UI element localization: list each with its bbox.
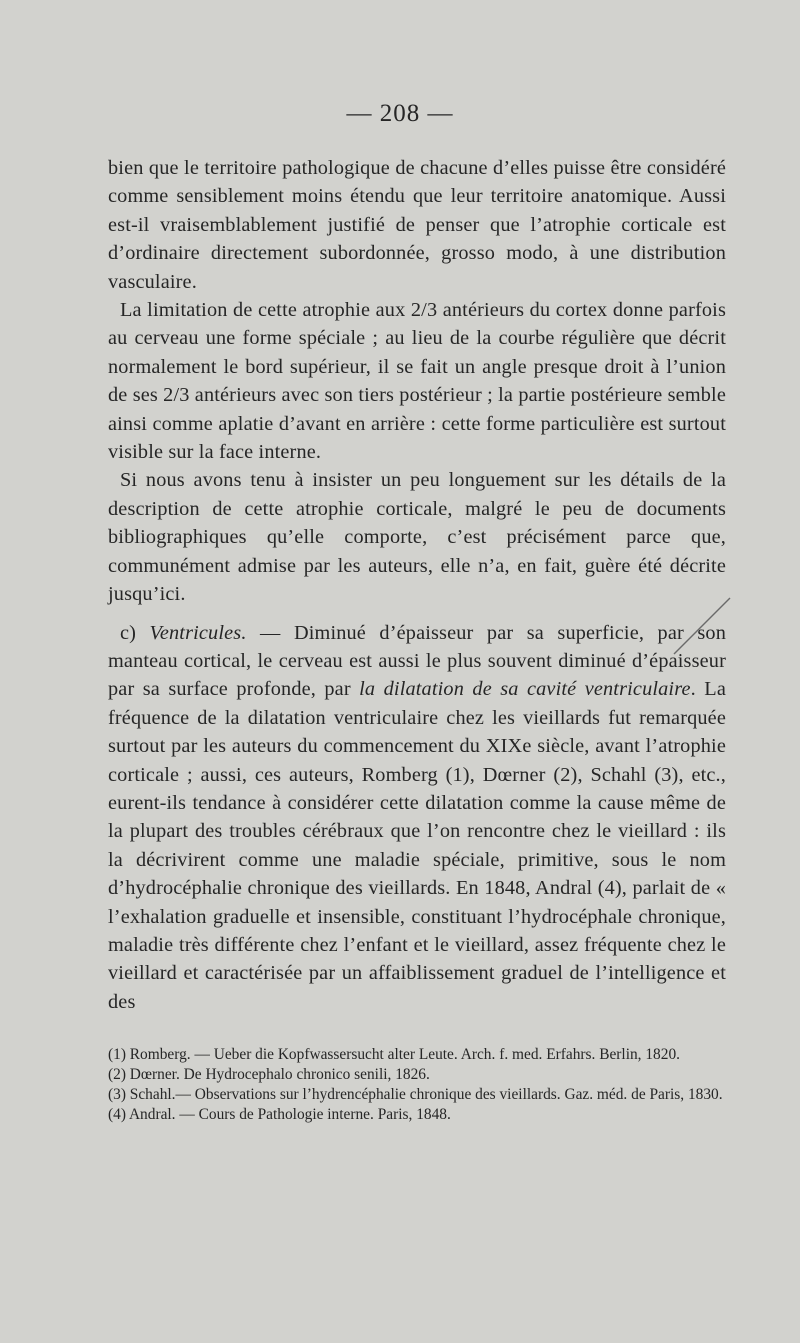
footnote-1: (1) Romberg. — Ueber die Kopfwassersucht alter Leute. Arch. f. med. Erfahrs. Berlin, 1820. [108,1046,680,1063]
paragraph-4-emphasis: la dilatation de sa cavité ventriculaire [359,678,691,701]
paragraph-4-text-b: . La fréquence de la dilatation ventriculaire chez les vieillards fut remarquée surtout par les auteurs du commencement du XIXe siècle, avant l’atrophie corticale ; aussi, ces auteurs, Romberg (1), Dœrner (2), Schahl (3), etc., eurent-ils tendance à considérer cette dilatation comme la cause même de la plupart des troubles cérébraux que l’on rencontre chez le vieillard : ils la décrivirent comme une maladie spéciale, primitive, sous le nom d’hydrocéphalie chronique des vieillards. En 1848, Andral (4), parlait de « l’exhalation graduelle et insensible, constituant l’hydrocéphale chronique, maladie très différente chez l’enfant et le vieillard, assez fréquente chez le vieillard et caractérisée par un affaiblissement graduel de l’intelligence et des [108,678,726,1013]
footnote-4: (4) Andral. — Cours de Pathologie interne. Paris, 1848. [108,1106,451,1123]
section-label: c) [120,621,137,644]
paragraph-1: bien que le territoire pathologique de chacune d’elles puisse être considéré comme sensiblement moins étendu que leur territoire anatomique. Aussi est-il vraisemblablement justifié de penser que l’atrophie corticale est d’ordinaire directement subordonnée, grosso modo, à une distribution vasculaire. [108,157,726,293]
section-heading: Ventricules. [149,621,247,644]
pencil-mark-icon [672,596,732,656]
footnote-2: (2) Dœrner. De Hydrocephalo chronico senili, 1826. [108,1066,430,1083]
footnotes [108,1045,726,1125]
paragraph-2: La limitation de cette atrophie aux 2/3 antérieurs du cortex donne parfois au cerveau une forme spéciale ; au lieu de la courbe régulière que décrit normalement le bord supérieur, il se fait un angle presque droit à l’union de ses 2/3 antérieurs avec son tiers postérieur ; la partie postérieure semble ainsi comme aplatie d’avant en arrière : cette forme particulière est surtout visible sur la face interne. [108,299,726,464]
body-text [108,154,726,1016]
paragraph-3: Si nous avons tenu à insister un peu longuement sur les détails de la description de cette atrophie corticale, malgré le peu de documents bibliographiques qu’elle comporte, c’est précisément parce que, communément admise par les auteurs, elle n’a, en fait, guère été décrite jusqu’ici. [108,469,726,606]
heading-dash: — [246,621,294,644]
paragraph-4-text-a: Diminué d’épaisseur par sa superficie, par son manteau cortical, le cerveau est aussi le plus souvent diminué d’épaisseur par sa surface profonde, par [108,621,726,701]
footnote-3: (3) Schahl.— Observations sur l’hydrencéphalie chronique des vieillards. Gaz. méd. de Paris, 1830. [108,1086,723,1103]
page-number: — 208 — [346,100,454,127]
paragraph-ventricules [108,619,726,1017]
